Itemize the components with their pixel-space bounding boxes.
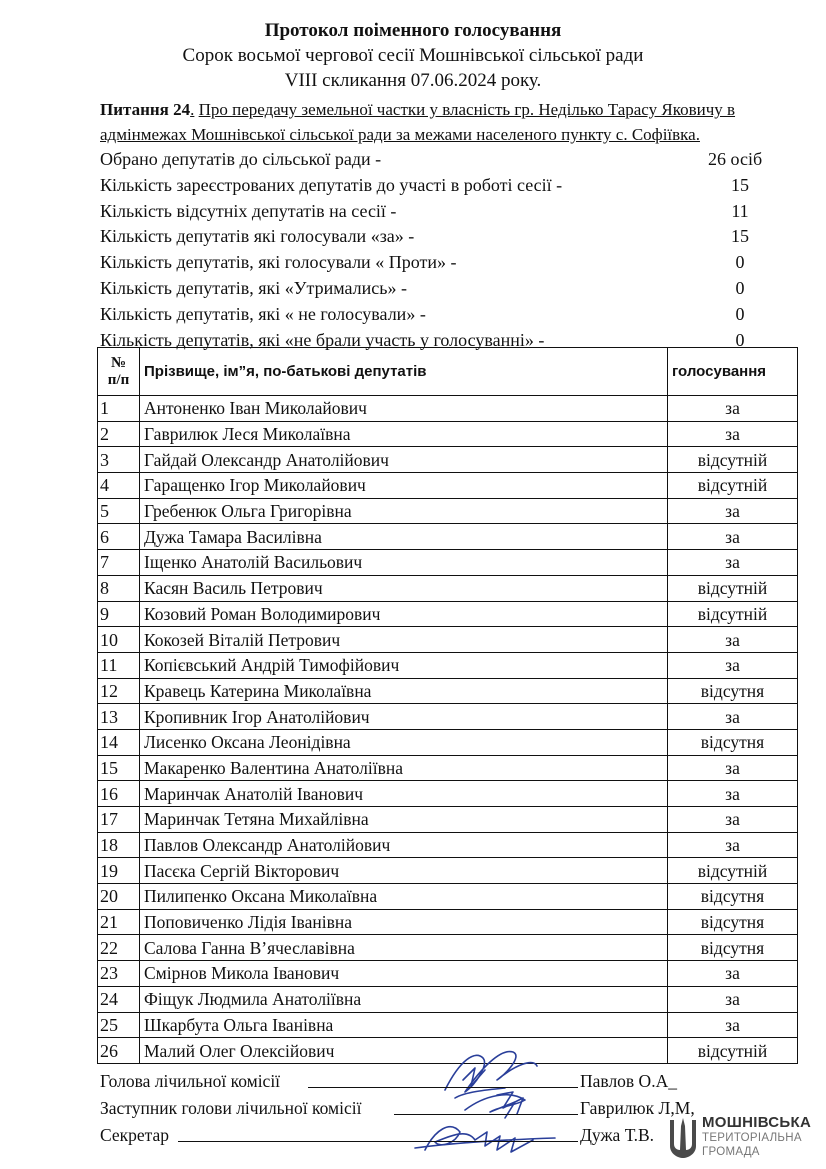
table-row: [98, 858, 798, 884]
table-row: [98, 807, 798, 833]
vote-table: [97, 347, 798, 1064]
stat-label: Кількість депутатів, які голосували « Проти» -: [100, 252, 457, 273]
table-row: [98, 729, 798, 755]
row-number: 6: [98, 524, 140, 550]
convocation-date-line: VIII скликання 07.06.2024 року.: [284, 70, 542, 91]
vote-value: за: [668, 986, 798, 1012]
table-row: [98, 781, 798, 807]
stat-label: Кількість відсутніх депутатів на сесії -: [100, 200, 397, 221]
deputy-name: Гайдай Олександр Анатолійович: [140, 447, 668, 473]
stat-value: 15: [731, 226, 749, 247]
row-number: 10: [98, 627, 140, 653]
vote-value: за: [668, 832, 798, 858]
table-header-row: [98, 348, 798, 396]
row-number: 17: [98, 807, 140, 833]
vote-value: відсутній: [668, 575, 798, 601]
table-row: [98, 909, 798, 935]
deputy-name: Копієвський Андрій Тимофійович: [140, 652, 668, 678]
question-block: [100, 97, 800, 147]
row-number: 7: [98, 550, 140, 576]
vote-value: відсутній: [668, 601, 798, 627]
table-row: [98, 473, 798, 499]
row-number: 4: [98, 473, 140, 499]
deputy-name: Кропивник Ігор Анатолійович: [140, 704, 668, 730]
deputy-name: Гаврилюк Леся Миколаївна: [140, 421, 668, 447]
signature-role: Голова лічильної комісії: [100, 1071, 281, 1091]
vote-value: за: [668, 755, 798, 781]
stat-label: Кількість депутатів, які « не голосували» -: [100, 303, 426, 324]
vote-value: відсутній: [668, 1038, 798, 1064]
vote-value: відсутній: [668, 447, 798, 473]
question-text-line1: Про передачу земельної частки у власність гр. Неділько Тарасу Яковичу в: [198, 100, 736, 119]
deputy-name: Кравець Катерина Миколаївна: [140, 678, 668, 704]
stat-label: Кількість депутатів які голосували «за» -: [100, 226, 415, 247]
signature-line: [308, 1087, 578, 1088]
row-number: 5: [98, 498, 140, 524]
table-row: [98, 755, 798, 781]
stat-value: 11: [731, 200, 749, 221]
deputy-name: Дужа Тамара Василівна: [140, 524, 668, 550]
document-title: Протокол поіменного голосування: [264, 20, 562, 41]
signature-line: [178, 1141, 578, 1142]
table-row: [98, 447, 798, 473]
deputy-name: Пасєка Сергій Вікторович: [140, 858, 668, 884]
row-number: 24: [98, 986, 140, 1012]
column-header-number: [98, 348, 140, 396]
deputy-name: Гаращенко Ігор Миколайович: [140, 473, 668, 499]
logo-subtitle-2: ГРОМАДА: [702, 1146, 760, 1158]
deputy-name: Смірнов Микола Іванович: [140, 961, 668, 987]
vote-value: відсутній: [668, 473, 798, 499]
deputy-name: Маринчак Тетяна Михайлівна: [140, 807, 668, 833]
column-header-name: Прізвище, ім”я, по-батькові депутатів: [140, 348, 668, 396]
deputy-name: Фіщук Людмила Анатоліївна: [140, 986, 668, 1012]
signature-name: Дужа Т.В.: [580, 1125, 655, 1145]
signature-row-secretary: [100, 1122, 700, 1149]
vote-value: відсутня: [668, 909, 798, 935]
table-row: [98, 550, 798, 576]
table-row: [98, 1012, 798, 1038]
vote-value: за: [668, 421, 798, 447]
row-number: 1: [98, 396, 140, 422]
vote-value: за: [668, 807, 798, 833]
row-number: 18: [98, 832, 140, 858]
signature-block: [100, 1068, 700, 1149]
deputy-name: Кокозей Віталій Петрович: [140, 627, 668, 653]
row-number: 25: [98, 1012, 140, 1038]
vote-value: за: [668, 1012, 798, 1038]
signature-name: Павлов О.А_: [580, 1071, 677, 1091]
vote-value: за: [668, 781, 798, 807]
column-header-number-bottom: п/п: [107, 371, 130, 388]
stat-label: Обрано депутатів до сільської ради -: [100, 149, 382, 169]
logo-subtitle: ТЕРИТОРІАЛЬНА: [702, 1132, 802, 1144]
vote-value: відсутній: [668, 858, 798, 884]
vote-value: за: [668, 498, 798, 524]
table-row: [98, 601, 798, 627]
vote-value: за: [668, 961, 798, 987]
vote-value: відсутня: [668, 678, 798, 704]
vote-value: за: [668, 627, 798, 653]
row-number: 26: [98, 1038, 140, 1064]
trident-icon: [668, 1116, 698, 1160]
stat-label: Кількість зареєстрованих депутатів до участі в роботі сесії -: [100, 174, 563, 195]
row-number: 3: [98, 447, 140, 473]
stat-value: 0: [735, 303, 745, 324]
deputy-name: Макаренко Валентина Анатоліївна: [140, 755, 668, 781]
row-number: 15: [98, 755, 140, 781]
table-row: [98, 678, 798, 704]
stat-label: Кількість депутатів, які «Утримались» -: [100, 277, 407, 298]
table-row: [98, 652, 798, 678]
deputy-name: Козовий Роман Володимирович: [140, 601, 668, 627]
question-dot: .: [190, 100, 195, 119]
stat-row: [100, 199, 800, 225]
column-header-number-top: №: [110, 354, 127, 371]
deputy-name: Гребенюк Ольга Григорівна: [140, 498, 668, 524]
deputy-name: Шкарбута Ольга Іванівна: [140, 1012, 668, 1038]
row-number: 14: [98, 729, 140, 755]
table-row: [98, 935, 798, 961]
deputy-name: Касян Василь Петрович: [140, 575, 668, 601]
table-row: [98, 396, 798, 422]
table-row: [98, 961, 798, 987]
vote-value: за: [668, 704, 798, 730]
vote-value: за: [668, 396, 798, 422]
stat-row: [100, 224, 800, 250]
deputy-name: Павлов Олександр Анатолійович: [140, 832, 668, 858]
vote-value: відсутня: [668, 935, 798, 961]
table-row: [98, 524, 798, 550]
row-number: 11: [98, 652, 140, 678]
stat-row: [100, 173, 800, 199]
row-number: 22: [98, 935, 140, 961]
row-number: 12: [98, 678, 140, 704]
signature-role: Секретар: [100, 1125, 170, 1145]
vote-value: відсутня: [668, 884, 798, 910]
table-row: [98, 498, 798, 524]
deputy-name: Поповиченко Лідія Іванівна: [140, 909, 668, 935]
stat-value: 0: [735, 252, 745, 273]
table-row: [98, 832, 798, 858]
deputy-name: Пилипенко Оксана Миколаївна: [140, 884, 668, 910]
deputy-name: Маринчак Анатолій Іванович: [140, 781, 668, 807]
deputy-name: Малий Олег Олексійович: [140, 1038, 668, 1064]
vote-table-body: [98, 396, 798, 1064]
table-row: [98, 986, 798, 1012]
row-number: 9: [98, 601, 140, 627]
vote-value: за: [668, 652, 798, 678]
stat-value: 0: [735, 329, 745, 350]
stat-row: [100, 147, 800, 173]
table-row: [98, 627, 798, 653]
signature-line: [394, 1114, 578, 1115]
table-row: [98, 575, 798, 601]
signature-role: Заступник голови лічильної комісії: [100, 1098, 362, 1118]
stat-row: [100, 276, 800, 302]
column-header-vote: голосування: [668, 348, 798, 396]
logo-title: МОШНІВСЬКА: [702, 1114, 812, 1131]
row-number: 20: [98, 884, 140, 910]
row-number: 21: [98, 909, 140, 935]
row-number: 2: [98, 421, 140, 447]
deputy-name: Антоненко Іван Миколайович: [140, 396, 668, 422]
table-row: [98, 704, 798, 730]
signature-row-chair: [100, 1068, 700, 1095]
row-number: 23: [98, 961, 140, 987]
session-line: Сорок восьмої чергової сесії Мошнівської сільської ради: [182, 45, 644, 66]
stat-row: [100, 302, 800, 328]
stat-label: Кількість депутатів, які «не брали участь у голосуванні» -: [100, 329, 545, 350]
question-label: Питання 24: [100, 100, 191, 119]
community-logo: [668, 1112, 818, 1164]
stat-value: 26 осіб: [708, 149, 763, 169]
table-row: [98, 421, 798, 447]
question-text-line2: адмінмежах Мошнівської сільської ради за межами населеного пункту с. Софіївка.: [100, 125, 700, 144]
deputy-name: Іщенко Анатолій Васильович: [140, 550, 668, 576]
deputy-name: Салова Ганна В’ячеславівна: [140, 935, 668, 961]
signature-name: Гаврилюк Л,М,: [580, 1098, 695, 1118]
vote-value: за: [668, 524, 798, 550]
vote-stats: [100, 147, 800, 353]
row-number: 13: [98, 704, 140, 730]
vote-value: відсутня: [668, 729, 798, 755]
signature-row-deputy: [100, 1095, 700, 1122]
row-number: 8: [98, 575, 140, 601]
stat-row: [100, 250, 800, 276]
vote-value: за: [668, 550, 798, 576]
row-number: 19: [98, 858, 140, 884]
table-row: [98, 884, 798, 910]
deputy-name: Лисенко Оксана Леонідівна: [140, 729, 668, 755]
stat-value: 15: [731, 174, 749, 195]
stat-value: 0: [735, 277, 745, 298]
row-number: 16: [98, 781, 140, 807]
